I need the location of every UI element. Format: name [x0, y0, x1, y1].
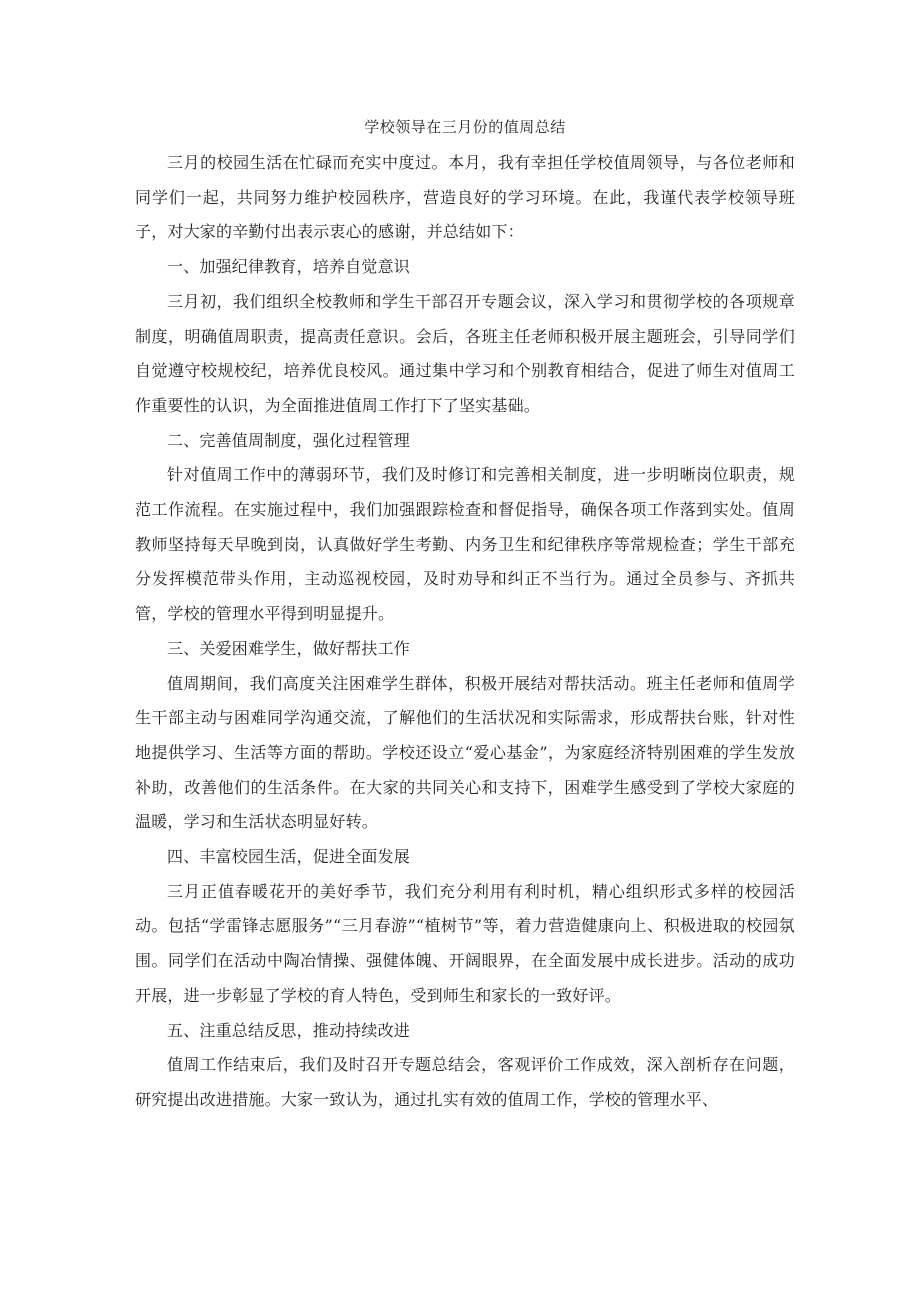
section-paragraph-4: 三月正值春暖花开的美好季节，我们充分利用有利时机，精心组织形式多样的校园活动。包括“学雷锋志愿服务”“三月春游”“植树节”等，着力营造健康向上、积极进取的校园氛围。同学们在活动中陶冶情操、强健体魄、开阔眼界，在全面发展中成长进步。活动的成功开展，进一步彰显了学校的育人特色，受到师生和家长的一致好评。 [135, 881, 795, 1005]
section-heading-4: 四、丰富校园生活，促进全面发展 [167, 847, 411, 867]
document-title: 学校领导在三月份的值周总结 [364, 118, 566, 136]
section-paragraph-3: 值周期间，我们高度关注困难学生群体，积极开展结对帮扶活动。班主任老师和值周学生干部主动与困难同学沟通交流，了解他们的生活状况和实际需求，形成帮扶台账，针对性地提供学习、生活等方面的帮助。学校还设立“爱心基金”，为家庭经济特别困难的学生发放补助，改善他们的生活条件。在大家的共同关心和支持下，困难学生感受到了学校大家庭的温暖，学习和生活状态明显好转。 [135, 673, 795, 832]
section-paragraph-2: 针对值周工作中的薄弱环节，我们及时修订和完善相关制度，进一步明晰岗位职责，规范工作流程。在实施过程中，我们加强跟踪检查和督促指导，确保各项工作落到实处。值周教师坚持每天早晚到岗，认真做好学生考勤、内务卫生和纪律秩序等常规检查；学生干部充分发挥模范带头作用，主动巡视校园，及时劝导和纠正不当行为。通过全员参与、齐抓共管，学校的管理水平得到明显提升。 [135, 465, 795, 624]
section-heading-2: 二、完善值周制度，强化过程管理 [167, 430, 411, 450]
section-paragraph-1: 三月初，我们组织全校教师和学生干部召开专题会议，深入学习和贯彻学校的各项规章制度，明确值周职责，提高责任意识。会后，各班主任老师积极开展主题班会，引导同学们自觉遵守校规校纪，培养优良校风。通过集中学习和个别教育相结合，促进了师生对值周工作重要性的认识，为全面推进值周工作打下了坚实基础。 [135, 291, 795, 415]
section-heading-5: 五、注重总结反思，推动持续改进 [167, 1020, 411, 1040]
document-page [135, 112, 795, 1118]
section-heading-1: 一、加强纪律教育，培养自觉意识 [167, 257, 411, 277]
intro-paragraph: 三月的校园生活在忙碌而充实中度过。本月，我有幸担任学校值周领导，与各位老师和同学们一起，共同努力维护校园秩序，营造良好的学习环境。在此，我谨代表学校领导班子，对大家的辛勤付出表示衷心的感谢，并总结如下： [135, 153, 795, 242]
section-heading-3: 三、关爱困难学生，做好帮扶工作 [167, 638, 411, 658]
section-paragraph-5: 值周工作结束后，我们及时召开专题总结会，客观评价工作成效，深入剖析存在问题，研究提出改进措施。大家一致认为，通过扎实有效的值周工作，学校的管理水平、 [135, 1055, 795, 1109]
